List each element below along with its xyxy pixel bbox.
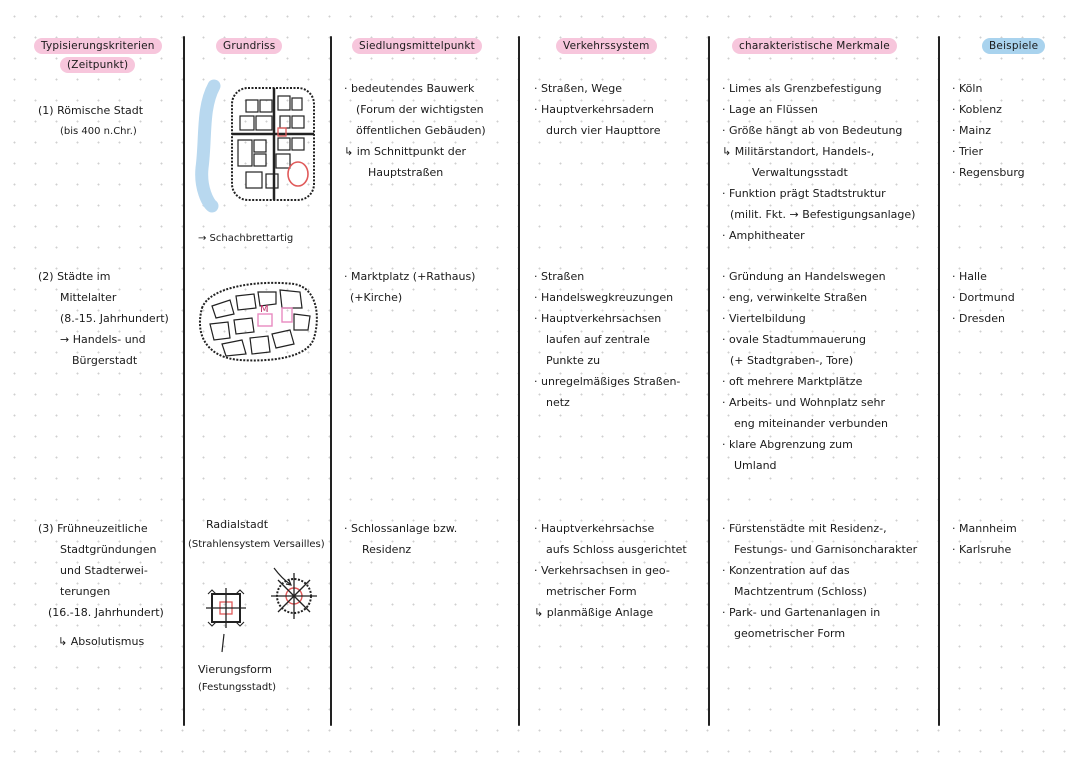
criteria-line: (1) Römische Stadt xyxy=(38,104,144,117)
merkmale-line: · klare Abgrenzung zum xyxy=(722,438,853,451)
row3-verkehr xyxy=(534,518,687,623)
merkmale-line: · Lage an Flüssen xyxy=(722,103,818,116)
beispiel-item: · Dresden xyxy=(952,312,1005,325)
row1-grundriss-caption: → Schachbrettartig xyxy=(198,233,294,244)
header-criteria: Typisierungskriterien xyxy=(34,38,162,54)
merkmale-line: · Größe hängt ab von Bedeutung xyxy=(722,124,903,137)
verkehr-line: · Hauptverkehrsachsen xyxy=(534,312,662,325)
verkehr-line: · Straßen xyxy=(534,270,585,283)
verkehr-line: aufs Schloss ausgerichtet xyxy=(546,543,687,556)
verkehr-line: Punkte zu xyxy=(546,354,601,367)
baroque-city-diagrams xyxy=(196,560,326,670)
row2-merkmale xyxy=(722,266,888,476)
merkmale-line: · ovale Stadtummauerung xyxy=(722,333,866,346)
roman-city-map xyxy=(196,78,326,218)
header-beispiele: Beispiele xyxy=(982,38,1045,54)
verkehr-line: ↳ planmäßige Anlage xyxy=(534,606,654,619)
verkehr-line: · Straßen, Wege xyxy=(534,82,622,95)
merkmale-line: · Fürstenstädte mit Residenz-, xyxy=(722,522,887,535)
merkmale-line: · eng, verwinkelte Straßen xyxy=(722,291,868,304)
row1-mittelpunkt xyxy=(344,78,486,183)
mittelpunkt-line: · bedeutendes Bauwerk xyxy=(344,82,475,95)
column-divider-1 xyxy=(183,36,185,726)
verkehr-line: laufen auf zentrale xyxy=(546,333,650,346)
medieval-city-map xyxy=(190,278,325,363)
verkehr-line: · Handelswegkreuzungen xyxy=(534,291,674,304)
church-marker xyxy=(282,308,292,322)
row2-verkehr xyxy=(534,266,680,413)
mittelpunkt-line: öffentlichen Gebäuden) xyxy=(356,124,486,137)
merkmale-line: · Funktion prägt Stadtstruktur xyxy=(722,187,886,200)
merkmale-line: (+ Stadtgraben-, Tore) xyxy=(730,354,854,367)
merkmale-line: Umland xyxy=(734,459,777,472)
beispiel-item: · Regensburg xyxy=(952,166,1025,179)
column-divider-3 xyxy=(518,36,520,726)
criteria-line: (3) Frühneuzeitliche xyxy=(38,522,148,535)
criteria-line: und Stadterwei- xyxy=(60,564,148,577)
criteria-line: (bis 400 n.Chr.) xyxy=(60,126,137,137)
mittelpunkt-line: (+Kirche) xyxy=(350,291,403,304)
mittelpunkt-line: · Marktplatz (+Rathaus) xyxy=(344,270,476,283)
arrow-to-radial xyxy=(274,568,290,584)
radial-subtitle: (Strahlensystem Versailles) xyxy=(188,539,325,550)
merkmale-line: (milit. Fkt. → Befestigungsanlage) xyxy=(730,208,916,221)
beispiel-item: · Mannheim xyxy=(952,522,1017,535)
row1-beispiele xyxy=(952,78,1025,183)
mittelpunkt-line: ↳ im Schnittpunkt der xyxy=(344,145,467,158)
header-grundriss: Grundriss xyxy=(216,38,282,54)
verkehr-line: · Hauptverkehrsachse xyxy=(534,522,655,535)
merkmale-line: · Park- und Gartenanlagen in xyxy=(722,606,881,619)
market-label: M xyxy=(260,304,269,315)
row2-criteria xyxy=(38,266,169,371)
merkmale-line: Verwaltungsstadt xyxy=(752,166,848,179)
row3-criteria xyxy=(38,518,164,652)
mittelpunkt-line: Residenz xyxy=(362,543,412,556)
merkmale-line: · Viertelbildung xyxy=(722,312,806,325)
header-merkmale: charakteristische Merkmale xyxy=(732,38,897,54)
verkehr-line: netz xyxy=(546,396,570,409)
mittelpunkt-line: Hauptstraßen xyxy=(368,166,444,179)
beispiel-item: · Köln xyxy=(952,82,983,95)
row3-mittelpunkt xyxy=(344,518,457,560)
merkmale-line: · Gründung an Handelswegen xyxy=(722,270,886,283)
beispiel-item: · Dortmund xyxy=(952,291,1015,304)
header-verkehr: Verkehrssystem xyxy=(556,38,657,54)
verkehr-line: · Verkehrsachsen in geo- xyxy=(534,564,670,577)
merkmale-line: · Arbeits- und Wohnplatz sehr xyxy=(722,396,886,409)
criteria-line: Bürgerstadt xyxy=(72,354,138,367)
row2-mittelpunkt xyxy=(344,266,475,308)
merkmale-line: · Amphitheater xyxy=(722,229,805,242)
radial-title: Radialstadt xyxy=(206,518,269,531)
mittelpunkt-line: · Schlossanlage bzw. xyxy=(344,522,458,535)
merkmale-line: geometrischer Form xyxy=(734,627,846,640)
column-divider-4 xyxy=(708,36,710,726)
merkmale-line: Festungs- und Garnisoncharakter xyxy=(734,543,918,556)
merkmale-line: · oft mehrere Marktplätze xyxy=(722,375,863,388)
criteria-line: Mittelalter xyxy=(60,291,117,304)
merkmale-line: eng miteinander verbunden xyxy=(734,417,889,430)
beispiel-item: · Halle xyxy=(952,270,987,283)
beispiel-item: · Koblenz xyxy=(952,103,1002,116)
verkehr-line: · unregelmäßiges Straßen- xyxy=(534,375,681,388)
beispiel-item: · Karlsruhe xyxy=(952,543,1012,556)
verkehr-line: metrischer Form xyxy=(546,585,637,598)
criteria-line: terungen xyxy=(60,585,111,598)
row1-merkmale xyxy=(722,78,915,246)
row1-criteria xyxy=(38,100,143,142)
verkehr-line: · Hauptverkehrsadern xyxy=(534,103,654,116)
mittelpunkt-line: (Forum der wichtigsten xyxy=(356,103,484,116)
vierung-city-symbol xyxy=(206,588,246,628)
criteria-line: Stadtgründungen xyxy=(60,543,157,556)
row2-beispiele xyxy=(952,266,1015,329)
merkmale-line: Machtzentrum (Schloss) xyxy=(734,585,867,598)
river-shape xyxy=(202,86,214,206)
criteria-line: ↳ Absolutismus xyxy=(58,635,145,648)
beispiel-item: · Mainz xyxy=(952,124,992,137)
column-divider-5 xyxy=(938,36,940,726)
column-divider-2 xyxy=(330,36,332,726)
amphitheater-marker xyxy=(288,162,308,186)
merkmale-line: ↳ Militärstandort, Handels-, xyxy=(722,145,875,158)
beispiel-item: · Trier xyxy=(952,145,983,158)
merkmale-line: · Konzentration auf das xyxy=(722,564,850,577)
header-mittelpunkt: Siedlungsmittelpunkt xyxy=(352,38,482,54)
criteria-line: → Handels- und xyxy=(60,333,146,346)
criteria-line: (8.-15. Jahrhundert) xyxy=(60,312,169,325)
row3-merkmale xyxy=(722,518,917,644)
merkmale-line: · Limes als Grenzbefestigung xyxy=(722,82,882,95)
vierung-title: Vierungsform xyxy=(198,663,272,676)
criteria-line: (16.-18. Jahrhundert) xyxy=(48,606,164,619)
arrow-to-vierung xyxy=(222,634,224,652)
row3-beispiele xyxy=(952,518,1017,560)
radial-city-symbol xyxy=(271,573,317,619)
criteria-line: (2) Städte im xyxy=(38,270,111,283)
verkehr-line: durch vier Haupttore xyxy=(546,124,661,137)
header-criteria-sub: (Zeitpunkt) xyxy=(60,57,135,73)
vierung-subtitle: (Festungsstadt) xyxy=(198,682,277,693)
row1-verkehr xyxy=(534,78,660,141)
